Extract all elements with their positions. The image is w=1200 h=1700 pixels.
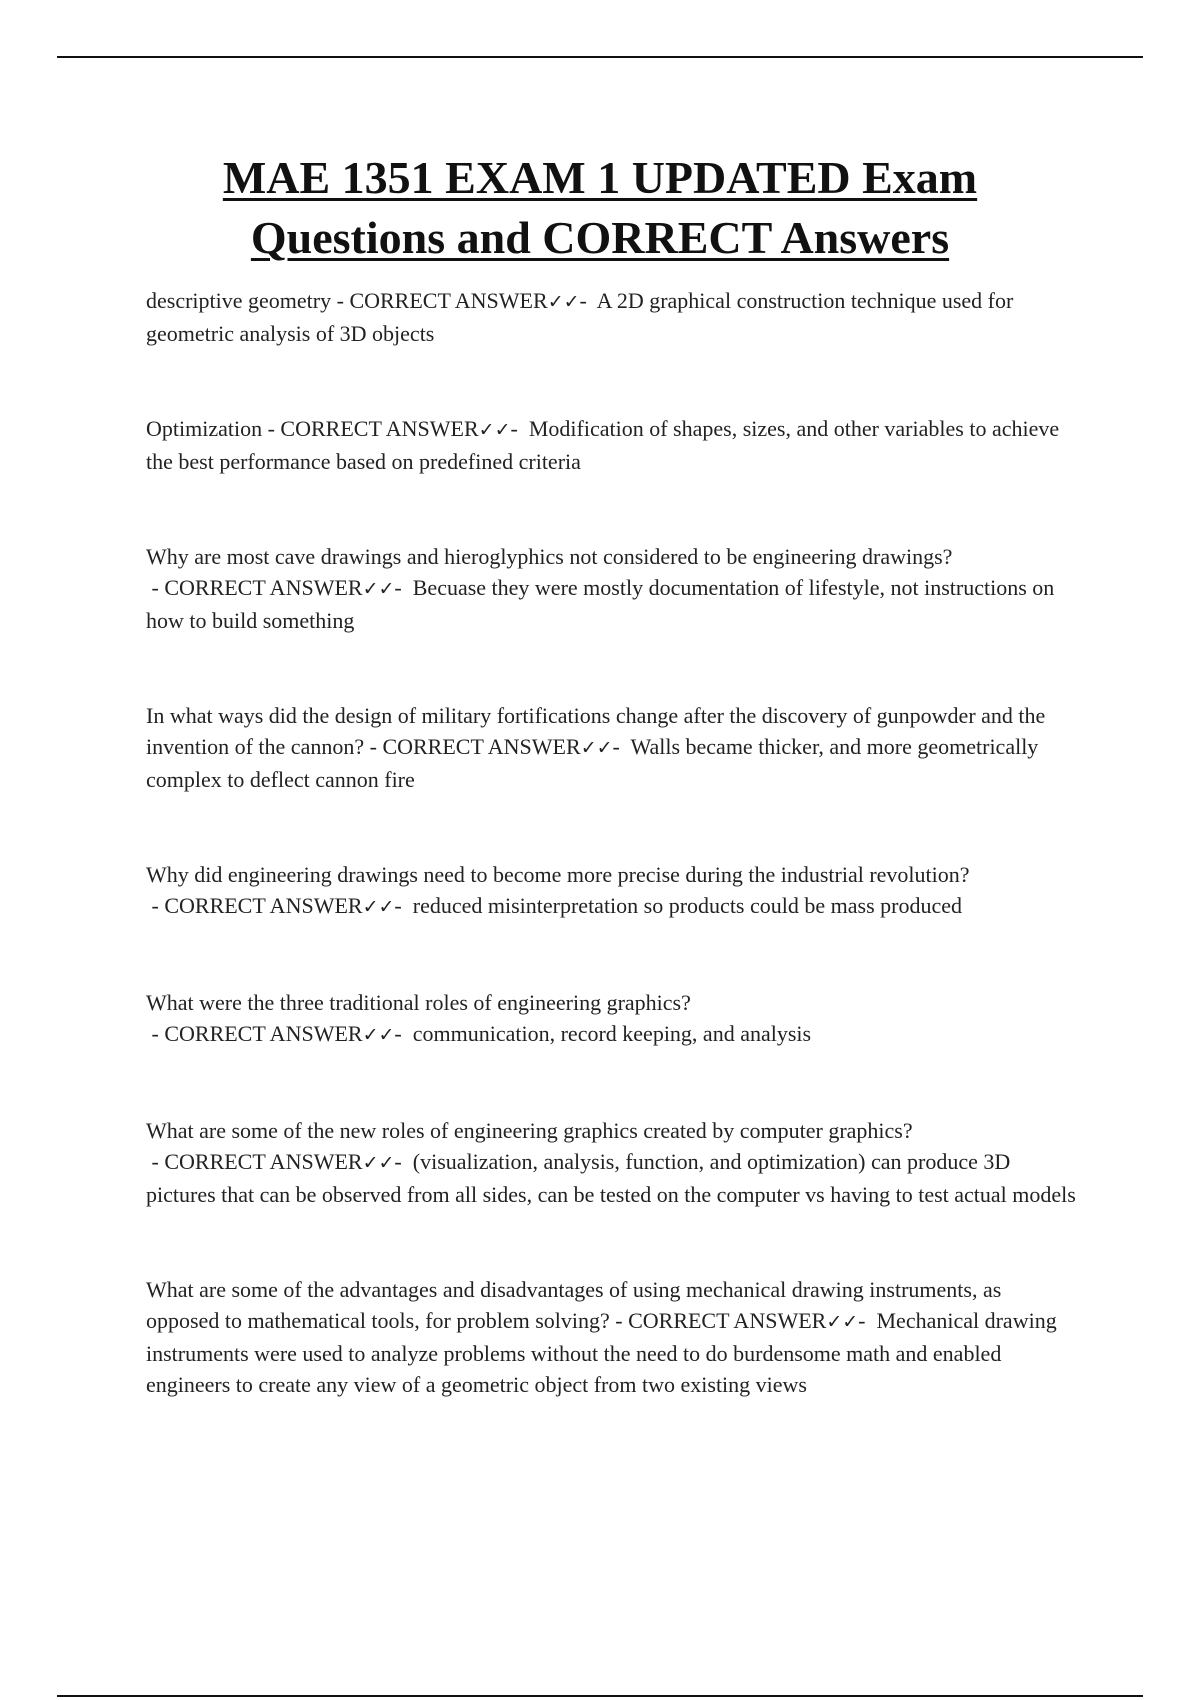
double-check-icon: ✓✓ [580,737,613,759]
separator: - [146,1149,165,1174]
answer-text: reduced misinterpretation so products could be mass produced [412,893,962,918]
qa-item: Why are most cave drawings and hieroglyphics not considered to be engineering drawings? - CORRECT ANSWER✓✓- Becuase they were mostly documentation of lifestyle, not instructions on how to build something [146,544,1055,633]
separator: - [609,1308,629,1333]
page-title [100,148,1100,268]
answer-text: Becuase they were mostly documentation of lifestyle, not instructions on how to build something [146,575,1055,633]
double-check-icon: ✓✓ [362,1152,395,1174]
qa-item: Why did engineering drawings need to become more precise during the industrial revolution? - CORRECT ANSWER✓✓- reduced misinterpretation so products could be mass produced [146,862,970,918]
answer-label: CORRECT ANSWER [164,893,363,918]
qa-item: descriptive geometry - CORRECT ANSWER✓✓- A 2D graphical construction technique used for geometric analysis of 3D objects [146,288,1014,346]
bottom-rule [57,1695,1143,1697]
question-text: What are some of the advantages and disadvantages of using mechanical drawing instruments, as opposed to mathematical tools, for problem solving? [146,1277,1002,1333]
answer-label: CORRECT ANSWER [382,734,581,759]
separator: - [262,416,281,441]
qa-item: What are some of the advantages and disadvantages of using mechanical drawing instruments, as opposed to mathematical tools, for problem solving? - CORRECT ANSWER✓✓- Mechanical drawing instruments were used to analyze problems without the need to do burdensome math and enabled engineers to create any view of a geometric object from two existing views [146,1277,1057,1397]
question-text: In what ways did the design of military fortifications change after the discovery of gunpowder and the invention of the cannon? [146,703,1046,759]
answer-label: CORRECT ANSWER [628,1308,827,1333]
answer-text: communication, record keeping, and analysis [412,1021,812,1046]
answer-text: A 2D graphical construction technique used for geometric analysis of 3D objects [146,288,1014,346]
qa-item: In what ways did the design of military fortifications change after the discovery of gunpowder and the invention of the cannon? - CORRECT ANSWER✓✓- Walls became thicker, and more geometrically complex to deflect cannon fire [146,703,1046,792]
double-check-icon: ✓✓ [478,419,511,441]
question-text: Optimization [146,416,263,441]
qa-item: Optimization - CORRECT ANSWER✓✓- Modification of shapes, sizes, and other variables to achieve the best performance based on predefined criteria [146,416,1060,474]
qa-item: What are some of the new roles of engineering graphics created by computer graphics? - CORRECT ANSWER✓✓- (visualization, analysis, function, and optimization) can produce 3D pictures that can be observed from all sides, can be tested on the computer vs having to test actual models [146,1118,1076,1207]
title-line-2: Questions and CORRECT Answers [250,212,950,263]
separator: - [146,1021,165,1046]
answer-label: CORRECT ANSWER [349,288,548,313]
double-check-icon: ✓✓ [362,578,395,600]
answer-text: Mechanical drawing instruments were used to analyze problems without the need to do burdensome math and enabled engineers to create any view of a geometric object from two existing views [146,1308,1057,1397]
answer-text: Walls became thicker, and more geometrically complex to deflect cannon fire [146,734,1039,792]
answer-label: CORRECT ANSWER [280,416,479,441]
qa-list [146,285,1076,1464]
question-text: Why did engineering drawings need to become more precise during the industrial revolution? [146,862,970,887]
question-text: descriptive geometry [146,288,332,313]
question-text: Why are most cave drawings and hieroglyphics not considered to be engineering drawings? [146,544,953,569]
title-line-1: MAE 1351 EXAM 1 UPDATED Exam [222,152,978,203]
double-check-icon: ✓✓ [362,896,395,918]
answer-text: Modification of shapes, sizes, and other variables to achieve the best performance based on predefined criteria [146,416,1060,474]
answer-label: CORRECT ANSWER [164,1021,363,1046]
double-check-icon: ✓✓ [826,1311,859,1333]
question-text: What are some of the new roles of engineering graphics created by computer graphics? [146,1118,913,1143]
answer-label: CORRECT ANSWER [164,575,363,600]
double-check-icon: ✓✓ [362,1024,395,1046]
top-rule [57,56,1143,58]
question-text: What were the three traditional roles of engineering graphics? [146,990,691,1015]
qa-item: What were the three traditional roles of engineering graphics? - CORRECT ANSWER✓✓- communication, record keeping, and analysis [146,990,812,1046]
answer-text: (visualization, analysis, function, and optimization) can produce 3D pictures that can be observed from all sides, can be tested on the computer vs having to test actual models [146,1149,1076,1207]
separator: - [331,288,350,313]
separator: - [364,734,383,759]
separator: - [146,575,165,600]
answer-label: CORRECT ANSWER [164,1149,363,1174]
double-check-icon: ✓✓ [547,291,580,313]
separator: - [146,893,165,918]
